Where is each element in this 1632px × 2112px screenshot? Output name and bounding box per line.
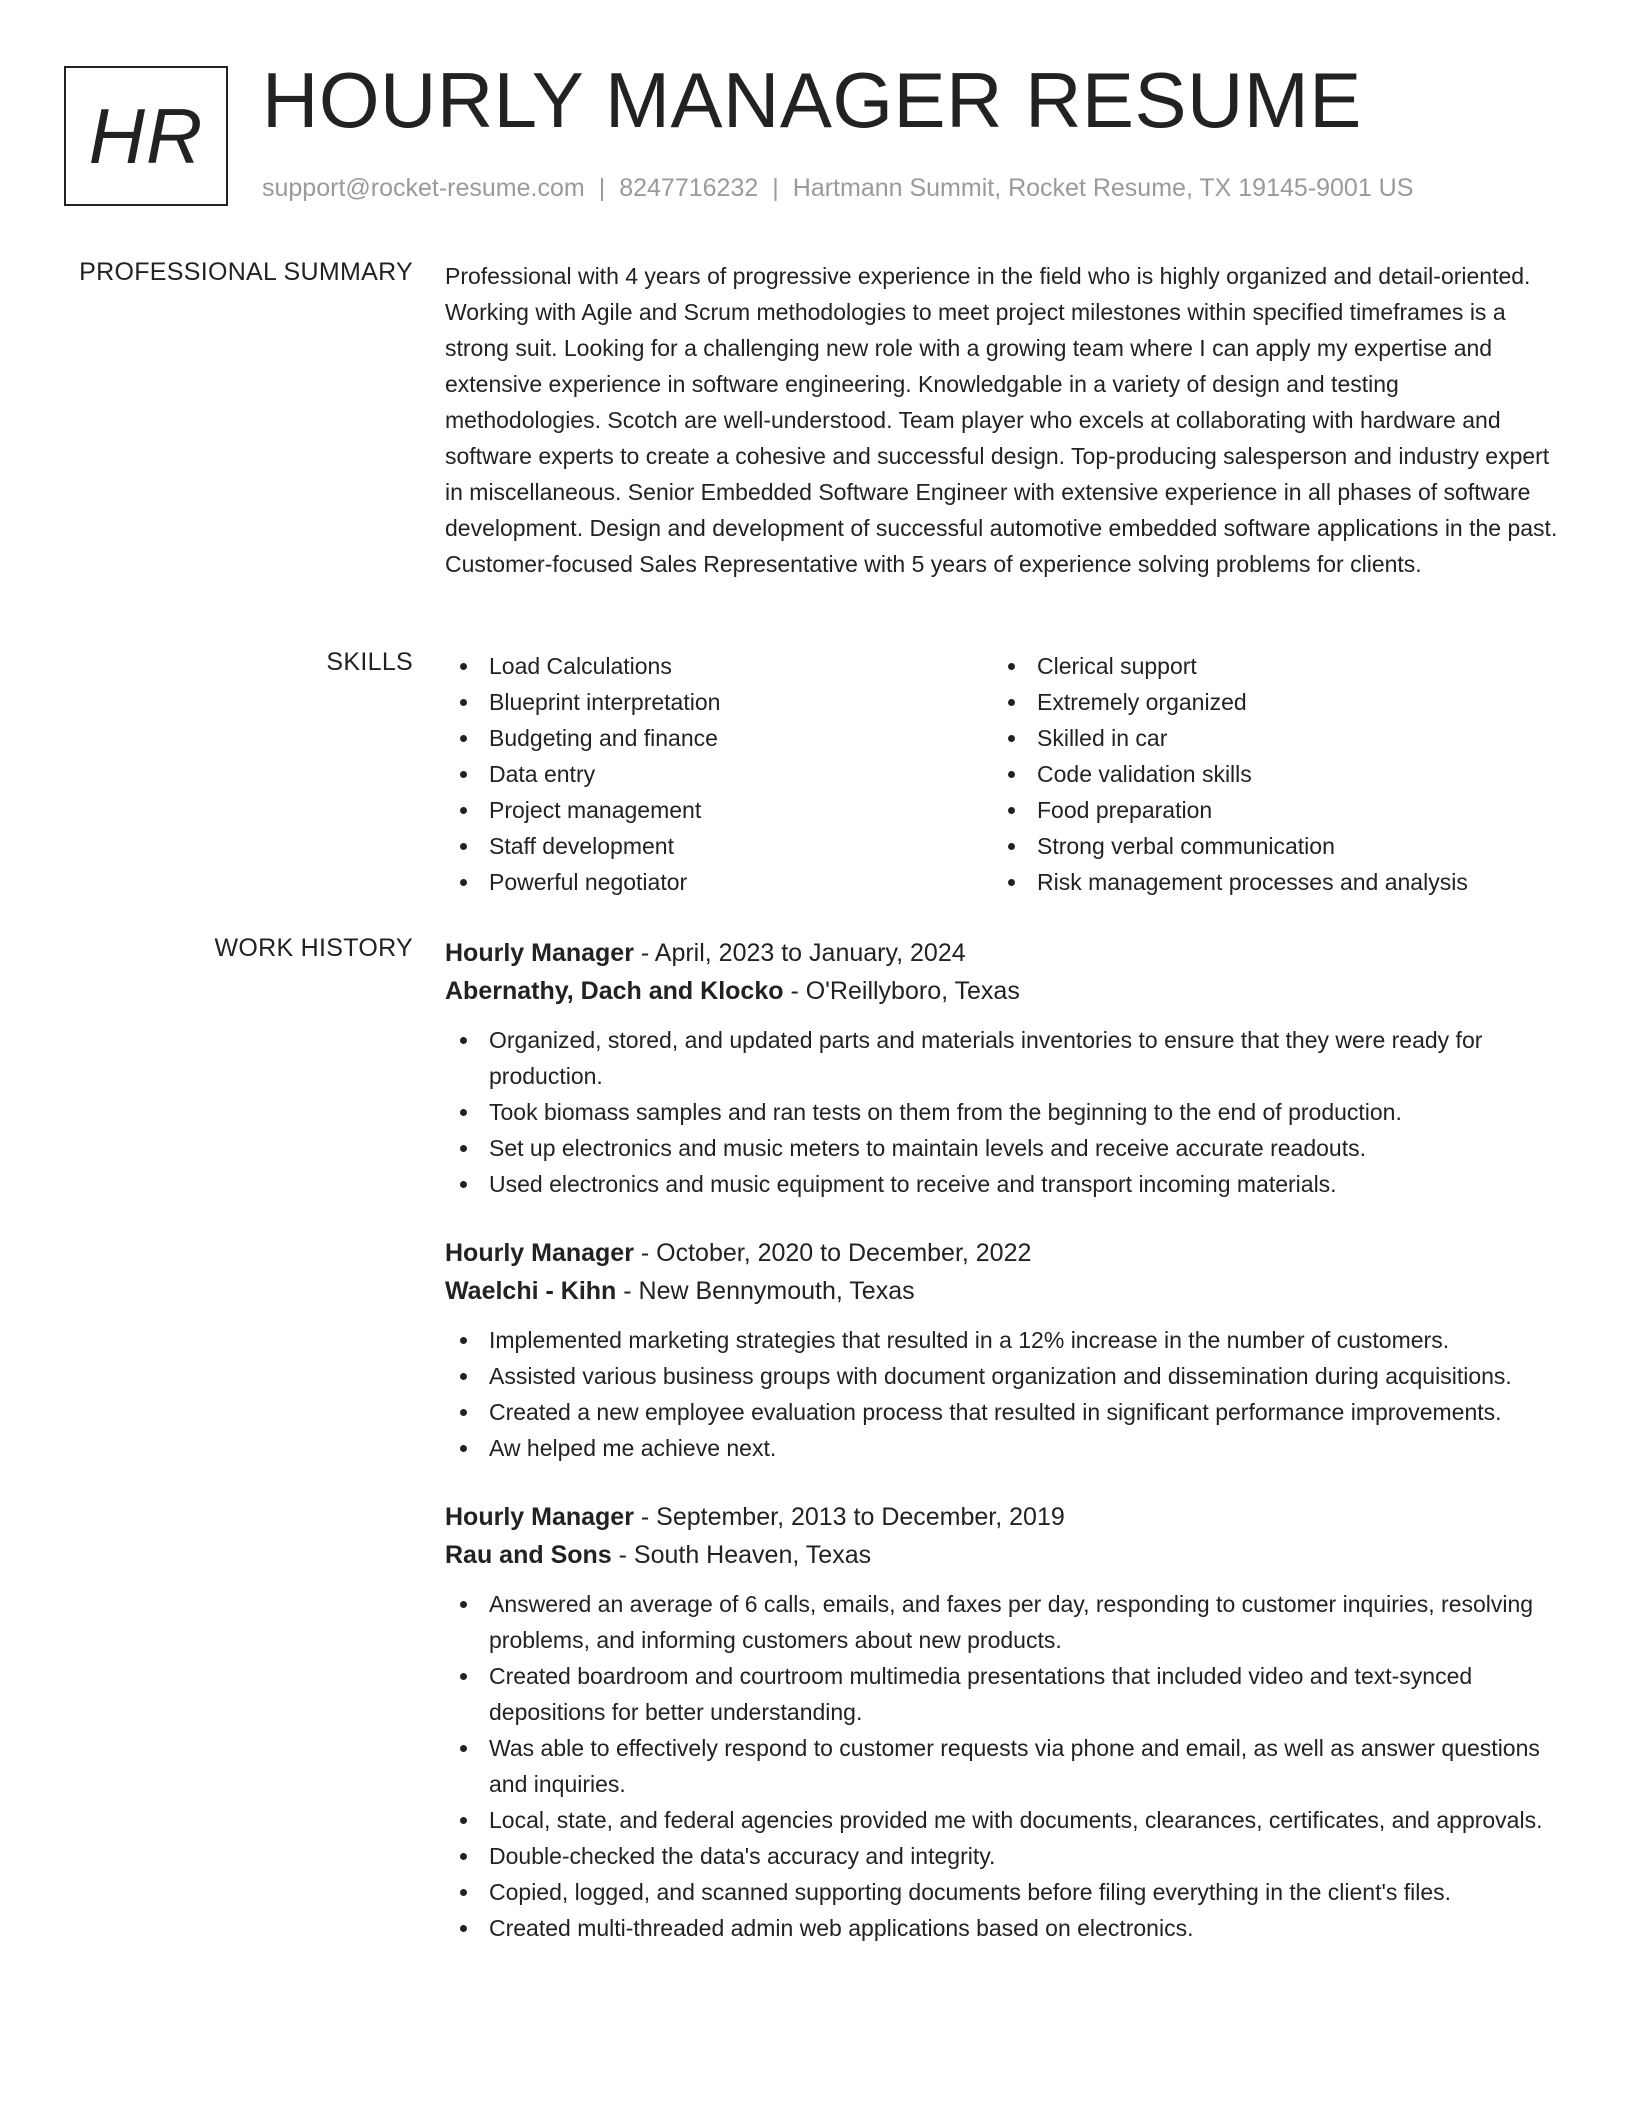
work-history-heading: WORK HISTORY: [214, 934, 413, 962]
contact-email[interactable]: support@rocket-resume.com: [262, 174, 585, 202]
job-bullet: Organized, stored, and updated parts and materials inventories to ensure that they were ready for production.: [445, 1022, 1560, 1094]
job-bullet: Double-checked the data's accuracy and integrity.: [445, 1838, 1560, 1874]
skill-item: Data entry: [445, 756, 993, 792]
job-title: Hourly Manager: [445, 939, 634, 967]
resume-title: HOURLY MANAGER RESUME: [262, 56, 1362, 144]
summary-text: Professional with 4 years of progressive experience in the field who is highly organized and detail-oriented. Working with Agile and Scrum methodologies to meet project milestones within specified timeframes is a strong suit. Looking for a challenging new role with a growing team where I can apply my expertise and extensive experience in software engineering. Knowledgable in a variety of design and testing methodologies. Scotch are well-understood. Team player who excels at collaborating with hardware and software experts to create a cohesive and successful design. Top-producing salesperson and industry expert in miscellaneous. Senior Embedded Software Engineer with extensive experience in all phases of software development. Design and development of successful automotive embedded software applications in the past. Customer-focused Sales Representative with 5 years of experience solving problems for clients.: [445, 263, 1558, 577]
job-company: Waelchi - Kihn: [445, 1277, 617, 1305]
skills-column-left: [445, 648, 993, 900]
skill-item: Skilled in car: [993, 720, 1541, 756]
job-bullet: Copied, logged, and scanned supporting documents before filing everything in the client's files.: [445, 1874, 1560, 1910]
job-title-line: [445, 934, 1560, 972]
job-location: - New Bennymouth, Texas: [616, 1277, 915, 1305]
contact-separator: |: [772, 174, 779, 202]
skill-item: Budgeting and finance: [445, 720, 993, 756]
job-bullet: Created boardroom and courtroom multimedia presentations that included video and text-synced depositions for better understanding.: [445, 1658, 1560, 1730]
job-title: Hourly Manager: [445, 1239, 634, 1267]
skill-item: Load Calculations: [445, 648, 993, 684]
job-title-line: [445, 1234, 1560, 1272]
job-bullet-list: [445, 1586, 1560, 1946]
job-dates: - September, 2013 to December, 2019: [633, 1503, 1065, 1531]
job-bullet: Answered an average of 6 calls, emails, and faxes per day, responding to customer inquiries, resolving problems, and informing customers about new products.: [445, 1586, 1560, 1658]
skill-item: Staff development: [445, 828, 993, 864]
job-company-line: [445, 1272, 1560, 1310]
job-bullet: Took biomass samples and ran tests on them from the beginning to the end of production.: [445, 1094, 1560, 1130]
skill-item: Risk management processes and analysis: [993, 864, 1541, 900]
job-bullet: Implemented marketing strategies that resulted in a 12% increase in the number of customers.: [445, 1322, 1560, 1358]
job-bullet: Local, state, and federal agencies provided me with documents, clearances, certificates, and approvals.: [445, 1802, 1560, 1838]
job-dates: - April, 2023 to January, 2024: [633, 939, 966, 967]
job-location: - O'Reillyboro, Texas: [783, 977, 1020, 1005]
job-company-line: [445, 1536, 1560, 1574]
job-company: Rau and Sons: [445, 1541, 612, 1569]
job-bullet: Assisted various business groups with document organization and dissemination during acquisitions.: [445, 1358, 1560, 1394]
skill-item: Food preparation: [993, 792, 1541, 828]
job-bullet: Was able to effectively respond to customer requests via phone and email, as well as answer questions and inquiries.: [445, 1730, 1560, 1802]
job-title-line: [445, 1498, 1560, 1536]
job-bullet-list: [445, 1322, 1560, 1466]
skill-item: Code validation skills: [993, 756, 1541, 792]
skill-item: Powerful negotiator: [445, 864, 993, 900]
job-entry: [445, 1234, 1560, 1466]
skills-heading: SKILLS: [326, 648, 413, 676]
job-title: Hourly Manager: [445, 1503, 634, 1531]
skill-item: Strong verbal communication: [993, 828, 1541, 864]
job-entry: [445, 1498, 1560, 1946]
skill-item: Extremely organized: [993, 684, 1541, 720]
job-company: Abernathy, Dach and Klocko: [445, 977, 784, 1005]
contact-address: Hartmann Summit, Rocket Resume, TX 19145-9001 US: [792, 174, 1414, 202]
skill-item: Clerical support: [993, 648, 1541, 684]
job-location: - South Heaven, Texas: [611, 1541, 872, 1569]
job-entry: [445, 934, 1560, 1202]
job-bullet: Created a new employee evaluation process that resulted in significant performance improvements.: [445, 1394, 1560, 1430]
job-bullet: Aw helped me achieve next.: [445, 1430, 1560, 1466]
skills-grid: [445, 648, 1560, 900]
job-company-line: [445, 972, 1560, 1010]
contact-phone[interactable]: 8247716232: [619, 174, 759, 202]
monogram-logo: HR: [64, 66, 228, 206]
skills-body: [445, 648, 1560, 900]
contact-line: [262, 174, 1413, 203]
job-bullet: Used electronics and music equipment to receive and transport incoming materials.: [445, 1166, 1560, 1202]
skill-item: Project management: [445, 792, 993, 828]
contact-separator: |: [598, 174, 606, 202]
skill-item: Blueprint interpretation: [445, 684, 993, 720]
summary-heading: PROFESSIONAL SUMMARY: [79, 258, 413, 286]
skills-column-right: [993, 648, 1541, 900]
work-history-body: [445, 934, 1560, 1978]
job-bullet: Created multi-threaded admin web applications based on electronics.: [445, 1910, 1560, 1946]
job-dates: - October, 2020 to December, 2022: [633, 1239, 1032, 1267]
summary-body: [445, 258, 1560, 582]
job-bullet-list: [445, 1022, 1560, 1202]
job-bullet: Set up electronics and music meters to maintain levels and receive accurate readouts.: [445, 1130, 1560, 1166]
